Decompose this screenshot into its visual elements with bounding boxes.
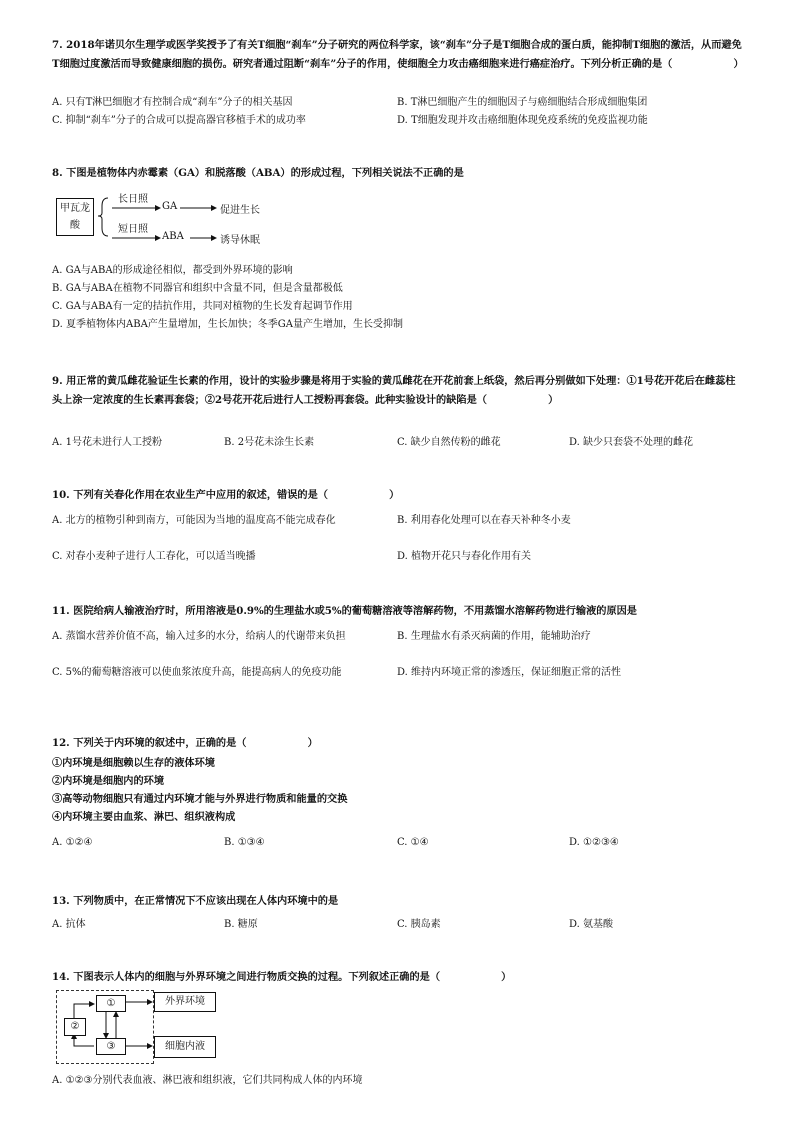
question-7-stem: 7. 2018年诺贝尔生理学或医学奖授予了有关T细胞“刹车”分子研究的两位科学家，该“刹车”分子是T细胞合成的蛋白质，能抑制T细胞的激活，从而避免T细胞过度激活而导致健康细胞的损伤。研究者通过阻断“刹车”分子的作用，使细胞全力攻击癌细胞来进行癌症治疗。下列分析正确的是（ ） [52,39,744,70]
q10-option-c[interactable]: C. 对春小麦种子进行人工春化，可以适当晚播 [52,551,256,562]
q12-statement-2: ②内环境是细胞内的环境 [52,775,165,787]
q8-option-b[interactable]: B. GA与ABA在植物不同器官和组织中含量不同，但是含量都极低 [52,283,343,294]
q13-option-b[interactable]: B. 糖原 [224,919,258,930]
question-14 [52,968,742,987]
question-12-stem: 12. 下列关于内环境的叙述中，正确的是（ ） [52,737,318,749]
q8-option-c[interactable]: C. GA与ABA有一定的拮抗作用，共同对植物的生长发育起调节作用 [52,301,353,312]
question-14-stem: 14. 下图表示人体内的细胞与外界环境之间进行物质交换的过程。下列叙述正确的是（ ） [52,971,512,983]
q8-diagram [56,186,296,248]
q12-statement-3: ③高等动物细胞只有通过内环境才能与外界进行物质和能量的交换 [52,793,348,805]
q12-statement-4: ④内环境主要由血浆、淋巴、组织液构成 [52,811,236,823]
q8-long-day-label: 长日照 [118,194,148,205]
q10-option-a[interactable]: A. 北方的植物引种到南方，可能因为当地的温度高不能完成春化 [52,515,336,526]
q14-diagram [56,990,236,1070]
q8-source-label: 甲瓦龙酸 [60,203,90,231]
q9-option-a[interactable]: A. 1号花未进行人工授粉 [52,437,162,448]
q12-option-d[interactable]: D. ①②③④ [569,837,619,848]
question-8-options [52,262,742,334]
q12-option-b[interactable]: B. ①③④ [224,837,265,848]
q7-option-a[interactable]: A. 只有T淋巴细胞才有控制合成“刹车”分子的相关基因 [52,97,293,108]
q14-outer-environment: 外界环境 [154,992,216,1012]
q13-option-a[interactable]: A. 抗体 [52,919,86,930]
question-13-stem: 13. 下列物质中，在正常情况下不应该出现在人体内环境中的是 [52,895,339,907]
q13-option-d[interactable]: D. 氨基酸 [569,919,614,930]
question-8-stem: 8. 下图是植物体内赤霉素（GA）和脱落酸（ABA）的形成过程，下列相关说法不正确的是 [52,167,464,179]
question-10 [52,486,742,505]
question-10-stem: 10. 下列有关春化作用在农业生产中应用的叙述，错误的是（ ） [52,489,400,501]
q12-option-c[interactable]: C. ①④ [397,837,429,848]
q13-option-c[interactable]: C. 胰岛素 [397,919,441,930]
question-14-options [52,1072,742,1090]
q14-intracellular-fluid: 细胞内液 [154,1036,216,1058]
q8-option-d[interactable]: D. 夏季植物体内ABA产生量增加，生长加快；冬季GA量产生增加，生长受抑制 [52,319,404,330]
question-8 [52,164,742,183]
q9-option-b[interactable]: B. 2号花未涂生长素 [224,437,315,448]
q7-option-c[interactable]: C. 抑制“刹车”分子的合成可以提高器官移植手术的成功率 [52,115,306,126]
question-7 [52,36,742,74]
question-10-options [52,512,742,566]
q14-node-1: ① [96,995,126,1012]
q11-option-c[interactable]: C. 5%的葡萄糖溶液可以使血浆浓度升高，能提高病人的免疫功能 [52,667,342,678]
q12-statements [52,754,742,826]
q10-option-d[interactable]: D. 植物开花只与春化作用有关 [397,551,532,562]
question-13-options [52,916,742,934]
q8-aba-label: ABA [162,231,184,242]
q8-short-day-label: 短日照 [118,224,148,235]
q8-ga-effect-label: 促进生长 [220,205,260,216]
q8-option-a[interactable]: A. GA与ABA的形成途径相似，都受到外界环境的影响 [52,265,293,276]
q11-option-b[interactable]: B. 生理盐水有杀灭病菌的作用，能辅助治疗 [397,631,591,642]
q7-option-d[interactable]: D. T细胞发现并攻击癌细胞体现免疫系统的免疫监视功能 [397,115,648,126]
q8-aba-effect-label: 诱导休眠 [220,235,260,246]
question-12 [52,734,742,753]
q11-option-a[interactable]: A. 蒸馏水营养价值不高，输入过多的水分，给病人的代谢带来负担 [52,631,346,642]
question-11-stem: 11. 医院给病人输液治疗时，所用溶液是0.9%的生理盐水或5%的葡萄糖溶液等溶解药物，不用蒸馏水溶解药物进行输液的原因是 [52,605,637,617]
q9-option-d[interactable]: D. 缺少只套袋不处理的雌花 [569,437,694,448]
q10-option-b[interactable]: B. 利用春化处理可以在春天补种冬小麦 [397,515,571,526]
question-11-options [52,628,742,700]
question-9-stem: 9. 用正常的黄瓜雌花验证生长素的作用，设计的实验步骤是将用于实验的黄瓜雌花在开花前套上纸袋，然后再分别做如下处理：①1号花开花后在雌蕊柱头上涂一定浓度的生长素再套袋；②2号花开花后进行人工授粉再套袋。此种实验设计的缺陷是（ ） [52,375,736,406]
q14-node-2: ② [64,1018,86,1036]
q14-node-3: ③ [96,1038,126,1055]
question-11 [52,602,742,621]
q14-option-a[interactable]: A. ①②③分别代表血液、淋巴液和组织液，它们共同构成人体的内环境 [52,1075,363,1086]
question-9 [52,372,742,410]
question-7-options [52,94,742,130]
q8-ga-label: GA [162,201,178,212]
q12-statement-1: ①内环境是细胞赖以生存的液体环境 [52,757,215,769]
q7-option-b[interactable]: B. T淋巴细胞产生的细胞因子与癌细胞结合形成细胞集团 [397,97,648,108]
question-13 [52,892,742,911]
question-12-options [52,834,742,852]
q11-option-d[interactable]: D. 维持内环境正常的渗透压，保证细胞正常的活性 [397,667,622,678]
q9-option-c[interactable]: C. 缺少自然传粉的雌花 [397,437,501,448]
question-9-options [52,434,742,452]
q12-option-a[interactable]: A. ①②④ [52,837,93,848]
